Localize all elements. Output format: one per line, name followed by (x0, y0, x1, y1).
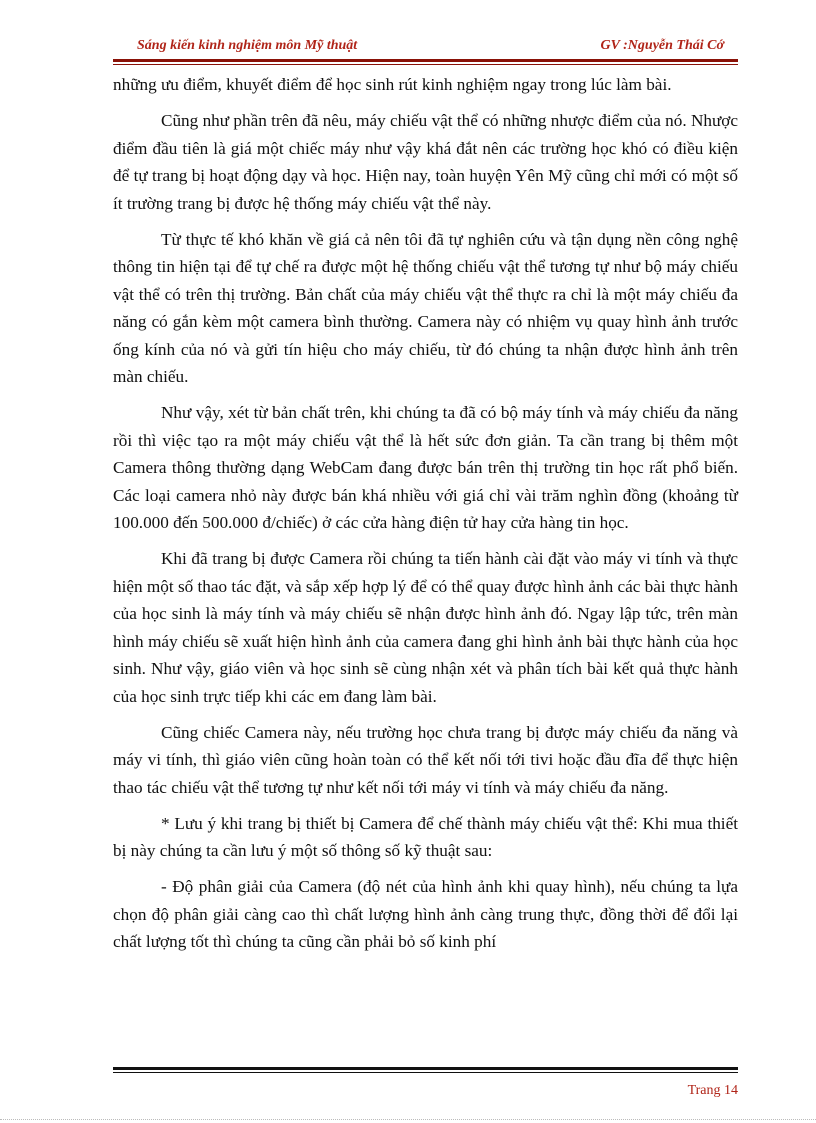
page-number: Trang 14 (687, 1083, 738, 1098)
page-header (113, 38, 738, 60)
page-body (113, 71, 738, 964)
page-edge-divider (0, 1119, 816, 1120)
paragraph-7-note: * Lưu ý khi trang bị thiết bị Camera để chế thành máy chiếu vật thể: Khi mua thiết bị này chúng ta cần lưu ý một số thông số kỹ thuật sau: (113, 813, 738, 860)
paragraph-1: những ưu điểm, khuyết điểm để học sinh rút kinh nghiệm ngay trong lúc làm bài. (113, 75, 672, 94)
header-rule-thick (113, 59, 738, 62)
paragraph-2: Cũng như phần trên đã nêu, máy chiếu vật thể có những nhược điểm của nó. Nhược điểm đầu tiên là giá một chiếc máy như vậy khá đắt nên các trường học khó có điều kiện để tự trang bị hoạt động dạy và học. Hiện nay, toàn huyện Yên Mỹ cũng chỉ mới có một số ít trường trang bị được hệ thống máy chiếu vật thể này. (113, 111, 738, 213)
header-author: GV :Nguyễn Thái Cớ (600, 38, 724, 53)
paragraph-8-bullet: - Độ phân giải của Camera (độ nét của hình ảnh khi quay hình), nếu chúng ta lựa chọn độ phân giải càng cao thì chất lượng hình ảnh càng trung thực, đồng thời để đổi lại chất lượng tốt thì chúng ta cũng cần phải bỏ số kinh phí (113, 877, 738, 951)
paragraph-4: Như vậy, xét từ bản chất trên, khi chúng ta đã có bộ máy tính và máy chiếu đa năng rồi thì việc tạo ra một máy chiếu vật thể là hết sức đơn giản. Ta cần trang bị thêm một Camera thông thường dạng WebCam đang được bán trên thị trường tin học rất phổ biến. Các loại camera nhỏ này được bán khá nhiều với giá chỉ vài trăm nghìn đồng (khoảng từ 100.000 đến 500.000 đ/chiếc) ở các cửa hàng điện tử hay cửa hàng tin học. (113, 403, 738, 532)
paragraph-5: Khi đã trang bị được Camera rồi chúng ta tiến hành cài đặt vào máy vi tính và thực hiện một số thao tác đặt, và sắp xếp hợp lý để có thể quay được hình ảnh các bài thực hành của học sinh là máy tính và máy chiếu sẽ nhận được hình ảnh đó. Ngay lập tức, trên màn hình máy chiếu sẽ xuất hiện hình ảnh của camera đang ghi hình ảnh bài thực hành của học sinh. Như vậy, giáo viên và học sinh sẽ cùng nhận xét và phân tích bài kết quả thực hành của học sinh trực tiếp khi các em đang làm bài. (113, 549, 738, 706)
paragraph-6: Cũng chiếc Camera này, nếu trường học chưa trang bị được máy chiếu đa năng và máy vi tính, thì giáo viên cũng hoàn toàn có thể kết nối tới tivi hoặc đầu đĩa để thực hiện thao tác chiếu vật thể tương tự như kết nối tới máy vi tính và máy chiếu đa năng. (113, 722, 738, 797)
footer-rule-thick (113, 1067, 738, 1070)
header-rule-thin (113, 64, 738, 65)
header-subject: Sáng kiến kinh nghiệm môn Mỹ thuật (137, 38, 358, 53)
footer-rule-thin (113, 1072, 738, 1073)
paragraph-3: Từ thực tế khó khăn về giá cả nên tôi đã tự nghiên cứu và tận dụng nền công nghệ thông tin hiện tại để tự chế ra được một hệ thống chiếu vật thể tương tự như bộ máy chiếu vật thể có trên thị trường. Bản chất của máy chiếu vật thể thực ra chỉ là một máy chiếu đa năng có gắn kèm một camera bình thường. Camera này có nhiệm vụ quay hình ảnh trước ống kính của nó và gửi tín hiệu cho máy chiếu, từ đó chúng ta nhận được hình ảnh trên màn chiếu. (113, 229, 738, 386)
